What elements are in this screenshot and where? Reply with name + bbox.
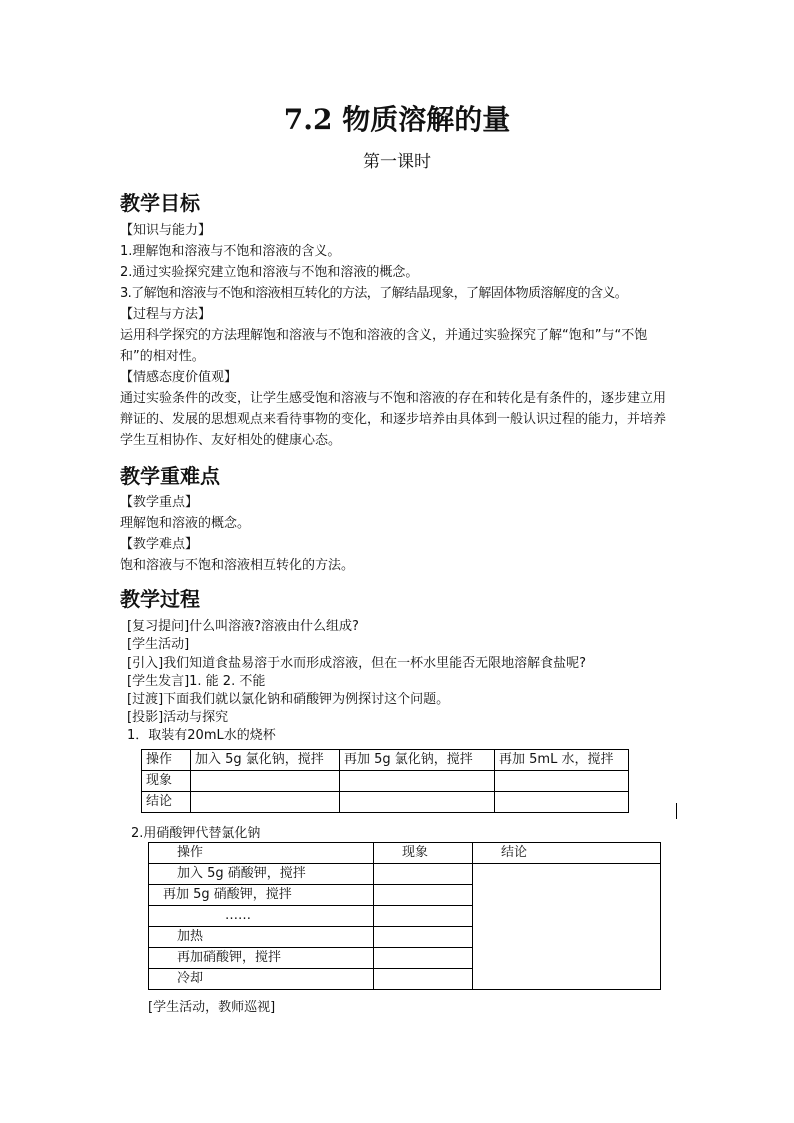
table-header-cell: 再加 5g 氯化钠，搅拌: [340, 750, 495, 771]
table-header-cell: 加入 5g 氯化钠，搅拌: [191, 750, 340, 771]
table-cell: [374, 969, 473, 990]
table-row: [142, 771, 629, 792]
knowledge-item: 3.了解饱和溶液与不饱和溶液相互转化的方法，了解结晶现象，了解固体物质溶解度的含义。: [120, 286, 628, 301]
table-row: [142, 792, 629, 813]
table-header-cell: 现象: [374, 843, 473, 864]
objectives-heading: 教学目标: [120, 191, 200, 215]
table-cell: [495, 771, 629, 792]
process-line: [学生活动]: [127, 637, 190, 652]
process-label: 【过程与方法】: [120, 307, 212, 322]
table-row: [142, 750, 629, 771]
table-row-label: 结论: [142, 792, 191, 813]
table-cell: [374, 906, 473, 927]
table-header-cell: 结论: [473, 843, 661, 864]
table-cell: [374, 885, 473, 906]
table-cell: [340, 771, 495, 792]
difficult-text: 饱和溶液与不饱和溶液相互转化的方法。: [120, 558, 355, 573]
table-cell: 再加 5g 硝酸钾，搅拌: [149, 885, 374, 906]
table-cell: [374, 864, 473, 885]
text-cursor: [676, 803, 677, 819]
closing-line: [学生活动，教师巡视]: [148, 1000, 276, 1015]
table-cell: [374, 927, 473, 948]
knowledge-item: 2.通过实验探究建立饱和溶液与不饱和溶液的概念。: [120, 265, 419, 280]
table-header-cell: 操作: [149, 843, 374, 864]
process-line: 1．取装有20mL水的烧杯: [127, 728, 276, 743]
table-row-label: 现象: [142, 771, 191, 792]
table-cell: [495, 792, 629, 813]
table-cell: [191, 792, 340, 813]
page-title: 7.2 物质溶解的量: [283, 103, 511, 136]
process-line: [引入]我们知道食盐易溶于水而形成溶液，但在一杯水里能否无限地溶解食盐呢?: [127, 656, 587, 671]
knowledge-item: 1.理解饱和溶液与不饱和溶液的含义。: [120, 244, 341, 259]
process-line: [投影]活动与探究: [127, 710, 229, 725]
conclusion-cell: [473, 864, 661, 990]
process-text: 运用科学探究的方法理解饱和溶液与不饱和溶液的含义，并通过实验探究了解“饱和”与“不饱和”的相对性。: [120, 328, 648, 364]
emotion-text: 通过实验条件的改变，让学生感受饱和溶液与不饱和溶液的存在和转化是有条件的，逐步建立用辩证的、发展的思想观点来看待事物的变化，和逐步培养由具体到一般认识过程的能力，并培养学生互相协作、友好相处的健康心态。: [120, 391, 667, 448]
table-cell: 冷却: [149, 969, 374, 990]
emotion-label: 【情感态度价值观】: [120, 370, 238, 385]
table-row: [149, 864, 661, 885]
table-header-cell: 再加 5mL 水，搅拌: [495, 750, 629, 771]
table-cell: ……: [149, 906, 374, 927]
table-cell: 再加硝酸钾，搅拌: [149, 948, 374, 969]
key-points-heading: 教学重难点: [120, 464, 220, 488]
process-line: [复习提问]什么叫溶液?溶液由什么组成?: [127, 619, 359, 634]
key-label: 【教学重点】: [120, 495, 199, 510]
experiment-table-2: [148, 842, 661, 990]
table-cell: 加热: [149, 927, 374, 948]
page-subtitle: 第一课时: [363, 152, 431, 172]
table-cell: [374, 948, 473, 969]
table-row: [149, 843, 661, 864]
table-cell: [191, 771, 340, 792]
process-line: [过渡]下面我们就以氯化钠和硝酸钾为例探讨这个问题。: [127, 692, 450, 707]
experiment-table-1: [141, 749, 629, 813]
process-line: [学生发言]1. 能 2. 不能: [127, 674, 266, 689]
difficult-label: 【教学难点】: [120, 537, 199, 552]
table-cell: [340, 792, 495, 813]
knowledge-label: 【知识与能力】: [120, 223, 212, 238]
table-header-cell: 操作: [142, 750, 191, 771]
table2-caption: 2.用硝酸钾代替氯化钠: [131, 826, 261, 841]
key-text: 理解饱和溶液的概念。: [120, 516, 251, 531]
table-cell: 加入 5g 硝酸钾，搅拌: [149, 864, 374, 885]
process-heading: 教学过程: [120, 587, 200, 611]
